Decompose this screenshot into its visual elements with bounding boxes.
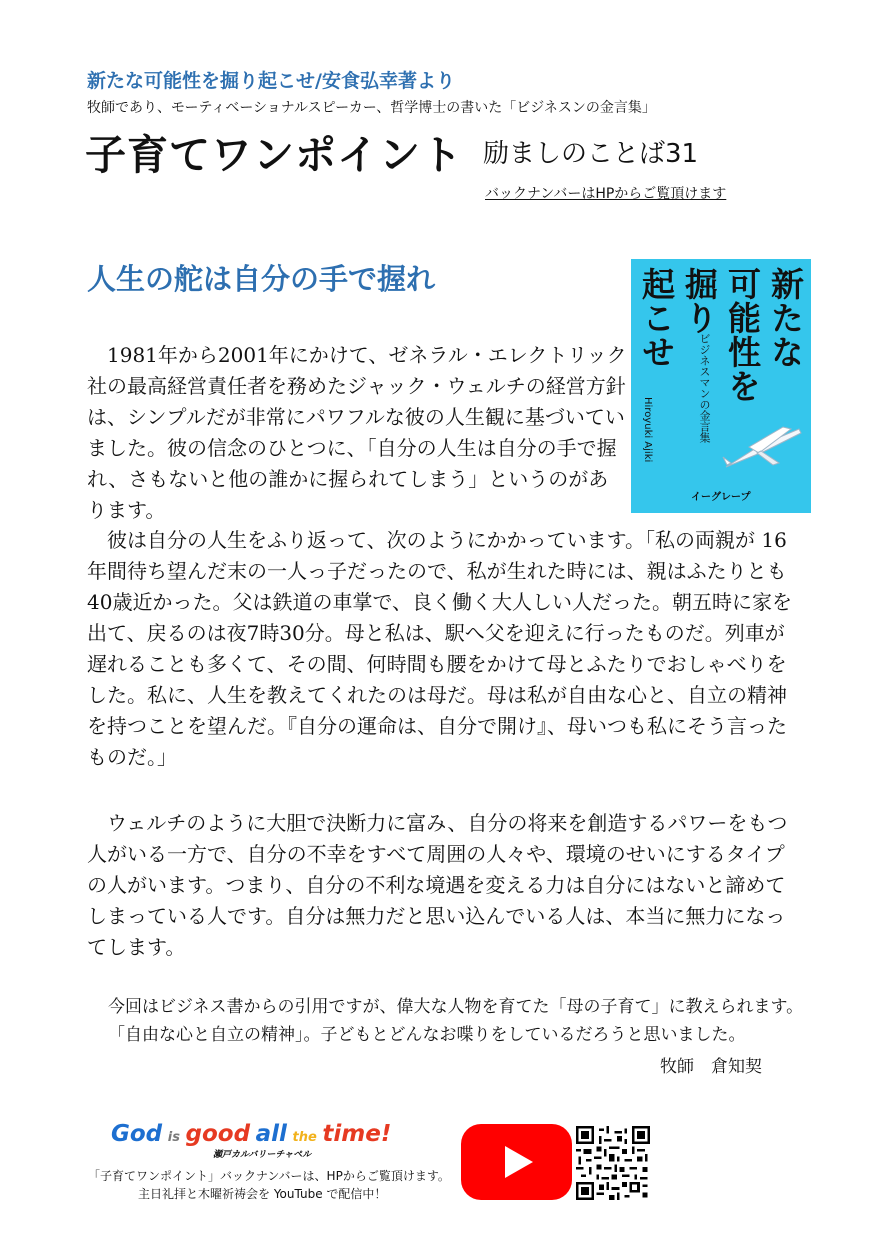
closing-line: 今回はビジネス書からの引用ですが、偉大な人物を育てた「母の子育て」に教えられます。: [108, 997, 804, 1017]
logo-word: is: [167, 1130, 180, 1145]
backnumber-link[interactable]: バックナンバーはHPからご覧頂けます: [485, 186, 727, 202]
footer-backnumber-text: 「子育てワンポイント」バックナンバーは、HPからご覧頂けます。: [88, 1169, 450, 1183]
book-publisher: イーグレープ: [691, 492, 751, 503]
book-author: Hiroyuki Ajiki: [642, 397, 653, 463]
logo-word: the: [292, 1130, 317, 1145]
book-title-line: 可能性を: [723, 267, 762, 403]
author-description: 牧師であり、モーティベーショナルスピーカー、哲学博士の書いた「ビジネスンの金言集」: [87, 100, 656, 116]
church-logo: [111, 1121, 391, 1147]
play-triangle-icon: [461, 1124, 572, 1200]
article-paragraph: ウェルチのように大胆で決断力に富み、自分の将来を創造するパワーをもつ人がいる一方で、自分の不幸をすべて周囲の人々や、環境のせいにするタイプの人がいます。つまり、自分の不利な境遇を変える力は自分にはないと諦めてしまっている人です。自分は無力だと思い込んでいる人は、本当に無力になってします。: [87, 811, 788, 959]
logo-word: God: [111, 1121, 163, 1147]
closing-line: 「自由な心と自立の精神」。子どもとどんなお喋りをしているだろうと思いました。: [108, 1025, 746, 1045]
book-title-line: 新たな: [766, 267, 805, 369]
book-cover-image: [631, 259, 811, 513]
book-title-line: 掘り: [680, 267, 719, 335]
article-paragraph: 1981年から2001年にかけて、ゼネラル・エレクトリック社の最高経営責任者を務めたジャック・ウェルチの経営方針は、シンプルだが非常にパワフルな彼の人生観に基づいていました。彼の信念のひとつに、「自分の人生は自分の手で握れ、さもないと他の誰かに握られてしまう」というのがあります。: [87, 343, 627, 522]
youtube-play-icon[interactable]: [461, 1124, 572, 1200]
qr-code-icon[interactable]: [576, 1126, 650, 1200]
signature: 牧師 倉知契: [660, 1057, 762, 1077]
series-label: 励ましのことば31: [483, 139, 699, 169]
logo-word: all: [255, 1121, 287, 1147]
book-title-line: 起こせ: [637, 267, 676, 369]
logo-word: good: [185, 1121, 251, 1147]
article-paragraph: 彼は自分の人生をふり返って、次のようにかかっています。「私の両親が 16年間待ち望んだ末の一人っ子だったので、私が生れた時には、親はふたりとも40歳近かった。父は鉄道の車掌で、良く働く大人しい人だった。朝五時に家を出て、戻るのは夜7時30分。母と私は、駅へ父を迎えに行ったものだ。列車が遅れることも多くて、その間、何時間も腰をかけて母とふたりでおしゃべりをした。私に、人生を教えてくれたのは母だ。母は私が自由な心と、自立の精神を持つことを望んだ。『自分の運命は、自分で開け』、母いつも私にそう言ったものだ。」: [87, 528, 793, 769]
book-subtitle: ビジネスマンの金言集: [698, 333, 711, 443]
article-heading: 人生の舵は自分の手で握れ: [87, 262, 436, 296]
footer-youtube-text: 主日礼拝と木曜祈祷会を YouTube で配信中！: [138, 1187, 387, 1201]
glider-plane-icon: [721, 419, 806, 479]
page-subtitle: 新たな可能性を掘り起こせ/安食弘幸著より: [87, 70, 455, 92]
closing-note: [108, 993, 808, 1049]
logo-word: time!: [322, 1121, 392, 1147]
church-name: 瀬戸カルバリーチャペル: [213, 1150, 312, 1160]
page-title: 子育てワンポイント: [85, 131, 463, 179]
